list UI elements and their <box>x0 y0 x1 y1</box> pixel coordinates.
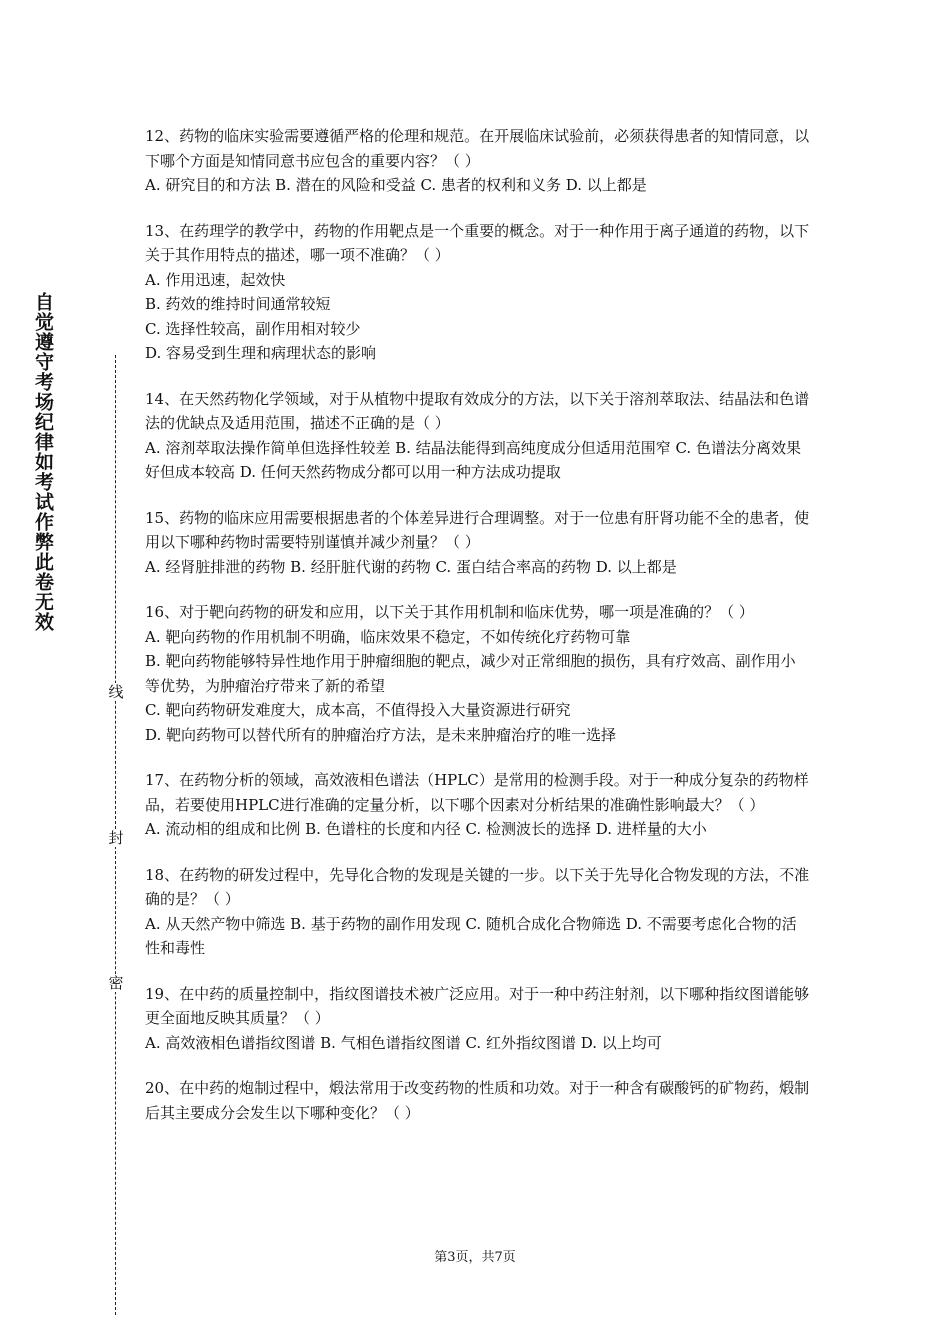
question-options: A. 高效液相色谱指纹图谱 B. 气相色谱指纹图谱 C. 红外指纹图谱 D. 以上均可 <box>145 1033 662 1052</box>
question-stem: 15、药物的临床应用需要根据患者的个体差异进行合理调整。对于一位患有肝肾功能不全的患者，使用以下哪种药物时需要特别谨慎并减少剂量？（ ） <box>145 508 810 551</box>
question-stem: 20、在中药的炮制过程中，煅法常用于改变药物的性质和功效。对于一种含有碳酸钙的矿物药，煅制后其主要成分会发生以下哪种变化？（ ） <box>145 1079 810 1122</box>
question-options: A. 溶剂萃取法操作简单但选择性较差 B. 结晶法能得到高纯度成分但适用范围窄 C. 色谱法分离效果好但成本较高 D. 任何天然药物成分都可以用一种方法成功提取 <box>145 438 801 481</box>
option-d: D. 容易受到生理和病理状态的影响 <box>145 344 377 362</box>
question-14 <box>145 387 810 485</box>
seal-mark-line: 线 <box>108 683 124 701</box>
question-19 <box>145 982 810 1056</box>
option-c: C. 靶向药物研发难度大，成本高，不值得投入大量资源进行研究 <box>145 701 571 719</box>
option-c: C. 选择性较高，副作用相对较少 <box>145 319 361 338</box>
option-b: B. 靶向药物能够特异性地作用于肿瘤细胞的靶点，减少对正常细胞的损伤，具有疗效高、副作用小等优势，为肿瘤治疗带来了新的希望 <box>145 652 796 695</box>
question-stem: 16、对于靶向药物的研发和应用，以下关于其作用机制和临床优势，哪一项是准确的？（ ） <box>145 603 754 621</box>
question-stem: 17、在药物分析的领域，高效液相色谱法（HPLC）是常用的检测手段。对于一种成分复杂的药物样品，若要使用HPLC进行准确的定量分析，以下哪个因素对分析结果的准确性影响最大？（ ） <box>145 771 809 814</box>
question-options: A. 研究目的和方法 B. 潜在的风险和受益 C. 患者的权利和义务 D. 以上都是 <box>145 176 647 194</box>
option-d: D. 靶向药物可以替代所有的肿瘤治疗方法，是未来肿瘤治疗的唯一选择 <box>145 725 617 744</box>
exam-discipline-warning: 自觉遵守考场纪律如考试作弊此卷无效 <box>32 292 54 632</box>
question-stem: 13、在药理学的教学中，药物的作用靶点是一个重要的概念。对于一种作用于离子通道的药物，以下关于其作用特点的描述，哪一项不准确？（ ） <box>145 221 810 264</box>
question-15 <box>145 506 810 580</box>
seal-mark-seal: 封 <box>108 829 124 847</box>
question-list <box>145 124 810 1146</box>
question-stem: 12、药物的临床实验需要遵循严格的伦理和规范。在开展临床试验前，必须获得患者的知情同意，以下哪个方面是知情同意书应包含的重要内容？（ ） <box>145 127 810 170</box>
option-a: A. 作用迅速，起效快 <box>145 270 286 289</box>
question-options: A. 从天然产物中筛选 B. 基于药物的副作用发现 C. 随机合成化合物筛选 D. 不需要考虑化合物的活性和毒性 <box>145 914 797 957</box>
question-options: A. 流动相的组成和比例 B. 色谱柱的长度和内径 C. 检测波长的选择 D. 进样量的大小 <box>145 820 707 838</box>
page-number: 第3页，共7页 <box>434 1250 516 1265</box>
option-b: B. 药效的维持时间通常较短 <box>145 295 331 313</box>
question-stem: 14、在天然药物化学领域，对于从植物中提取有效成分的方法，以下关于溶剂萃取法、结晶法和色谱法的优缺点及适用范围，描述不正确的是（ ） <box>145 389 810 432</box>
question-stem: 18、在药物的研发过程中，先导化合物的发现是关键的一步。以下关于先导化合物发现的方法，不准确的是？（ ） <box>145 865 810 908</box>
question-18 <box>145 863 810 961</box>
seal-mark-secret: 密 <box>108 974 124 992</box>
question-17 <box>145 768 810 842</box>
question-13 <box>145 219 810 366</box>
question-20 <box>145 1076 810 1125</box>
question-stem: 19、在中药的质量控制中，指纹图谱技术被广泛应用。对于一种中药注射剂，以下哪种指纹图谱能够更全面地反映其质量？（ ） <box>145 984 810 1027</box>
option-a: A. 靶向药物的作用机制不明确，临床效果不稳定，不如传统化疗药物可靠 <box>145 627 631 646</box>
question-16 <box>145 600 810 747</box>
question-options: A. 经肾脏排泄的药物 B. 经肝脏代谢的药物 C. 蛋白结合率高的药物 D. 以上都是 <box>145 557 677 576</box>
question-12 <box>145 124 810 198</box>
